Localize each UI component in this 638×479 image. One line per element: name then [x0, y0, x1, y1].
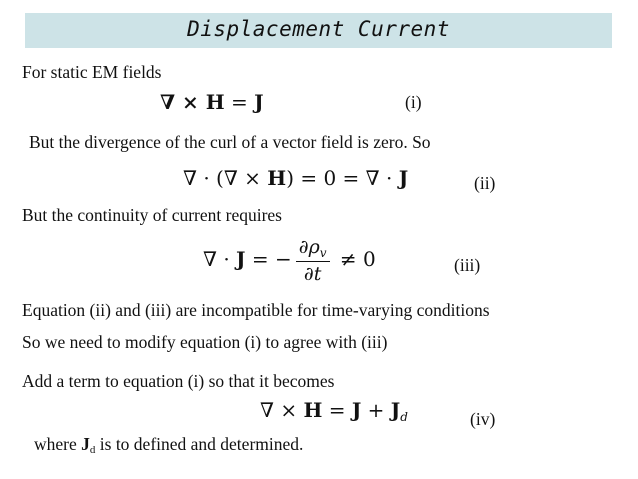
eq2-part-b: H: [267, 166, 287, 190]
equation-tag-iv: (iv): [470, 409, 496, 429]
eq3-lhs: ∇ ·: [203, 247, 237, 271]
text-line-static: For static EM fields: [22, 62, 162, 82]
eq3-num-sub: v: [319, 246, 327, 260]
text-line-divergence: But the divergence of the curl of a vector field is zero. So: [29, 132, 431, 152]
eq1-rhs: J: [254, 90, 264, 114]
equation-tag-iii: (iii): [454, 255, 481, 275]
eq3-rhs: ≠ 0: [333, 247, 376, 271]
eq2-part-a: ∇ · (∇ ×: [183, 166, 268, 190]
eq3-fraction: [296, 236, 330, 285]
where-sub: d: [89, 444, 96, 456]
eq3-denominator: ∂t: [303, 263, 322, 285]
eq4-lhs: ∇ ×: [260, 398, 304, 422]
eq4-Jd-sub: d: [400, 410, 408, 424]
eq4-J: J: [351, 398, 362, 422]
equation-ii: [183, 166, 408, 190]
eq3-num-text: ∂ρ: [298, 236, 320, 258]
eq2-part-d: J: [398, 166, 409, 190]
equation-i: [160, 90, 264, 114]
text-line-modify: So we need to modify equation (i) to agree with (iii): [22, 332, 388, 352]
equation-tag-i: (i): [405, 92, 422, 112]
text-line-add-term: Add a term to equation (i) so that it becomes: [22, 371, 335, 391]
eq4-plus: +: [361, 398, 391, 422]
equation-iv: [260, 398, 408, 424]
where-J: J: [81, 434, 90, 454]
title-banner: [25, 13, 612, 48]
eq1-lhs: ∇ × H: [160, 90, 225, 114]
eq2-part-c: ) = 0 = ∇ ·: [286, 166, 399, 190]
text-line-where: [34, 434, 303, 456]
text-line-continuity: But the continuity of current requires: [22, 205, 282, 225]
eq3-numerator: [296, 236, 330, 262]
eq1-rel: =: [224, 90, 255, 114]
eq3-eq: = −: [245, 247, 292, 271]
where-post: is to defined and determined.: [95, 434, 304, 454]
equation-iii: [203, 236, 376, 285]
eq3-J: J: [236, 247, 246, 271]
eq4-H: H: [303, 398, 323, 422]
eq4-Jd: J: [390, 398, 401, 422]
page-title: Displacement Current: [187, 17, 450, 41]
where-pre: where: [34, 434, 82, 454]
text-line-incompatible: Equation (ii) and (iii) are incompatible for time-varying conditions: [22, 300, 490, 320]
equation-tag-ii: (ii): [474, 173, 496, 193]
eq4-eq: =: [322, 398, 352, 422]
